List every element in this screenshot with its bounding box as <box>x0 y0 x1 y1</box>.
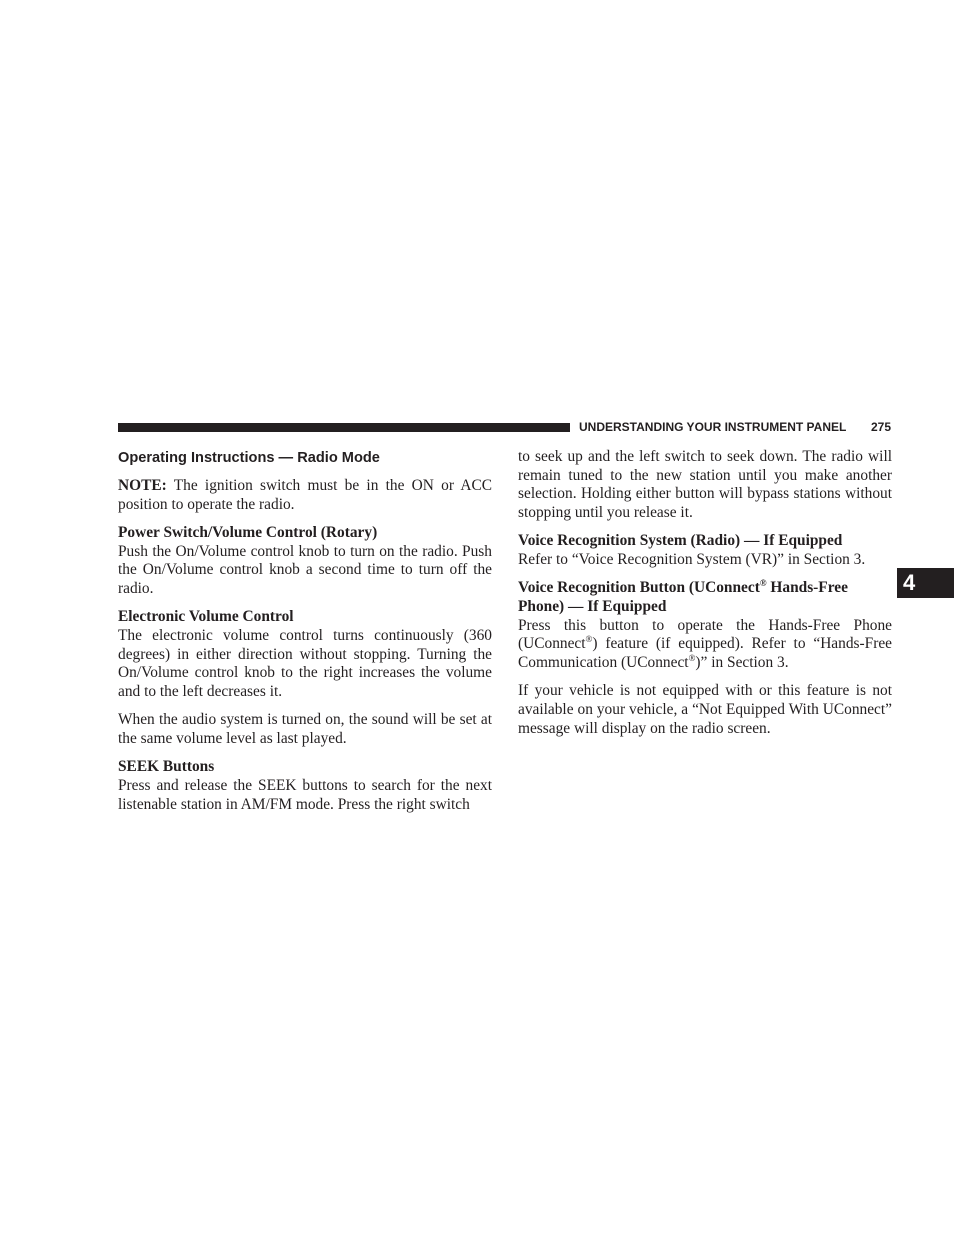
page-number: 275 <box>870 420 891 434</box>
power-paragraph <box>118 524 492 599</box>
vr-button-text-b: ) feature (if equipped). Refer to “Hands-Free Communication (UConnect <box>518 635 892 672</box>
audio-paragraph: When the audio system is turned on, the sound will be set at the same volume level as last played. <box>118 711 492 747</box>
left-column <box>118 448 492 824</box>
vr-button-paragraph <box>518 579 892 673</box>
chapter-number: 4 <box>903 570 916 595</box>
vr-button-heading <box>518 579 892 616</box>
note-paragraph <box>118 477 492 514</box>
vr-button-text-a: Press this button to operate the Hands-Free Phone (UConnect <box>518 616 892 653</box>
seek-continued-paragraph: to seek up and the left switch to seek down. The radio will remain tuned to the new station until you make another selection. Holding either button will bypass stations without stopping until you release it. <box>518 448 892 522</box>
vr-button-heading-b: Hands-Free Phone) — If Equipped <box>518 579 848 615</box>
seek-text: Press and release the SEEK buttons to search for the next listenable station in AM/FM mode. Press the right switch <box>118 776 492 813</box>
power-text: Push the On/Volume control knob to turn on the radio. Push the On/Volume control knob a second time to turn off the radio. <box>118 542 492 598</box>
seek-heading: SEEK Buttons <box>118 758 215 776</box>
vr-heading: Voice Recognition System (Radio) — If Equipped <box>518 532 843 550</box>
vr-button-text-c: )” in Section 3. <box>695 654 789 672</box>
vr-text: Refer to “Voice Recognition System (VR)” in Section 3. <box>518 551 866 569</box>
running-title: UNDERSTANDING YOUR INSTRUMENT PANEL <box>579 420 847 434</box>
volume-text: The electronic volume control turns continuously (360 degrees) in either direction without stopping. Turning the On/Volume control knob to the right increases the volume and to the left decreases it. <box>118 626 492 701</box>
chapter-tab <box>897 568 954 598</box>
right-column <box>518 448 892 748</box>
volume-paragraph <box>118 608 492 702</box>
registered-mark: ® <box>585 634 593 645</box>
note-text: The ignition switch must be in the ON or ACC position to operate the radio. <box>118 477 492 513</box>
registered-mark: ® <box>688 653 696 664</box>
header-rule <box>118 423 570 432</box>
note-label: NOTE: <box>118 477 167 494</box>
not-equipped-paragraph: If your vehicle is not equipped with or this feature is not available on your vehicle, a “Not Equipped With UConnect” message will display on the radio screen. <box>518 682 892 737</box>
volume-heading: Electronic Volume Control <box>118 608 294 626</box>
seek-paragraph <box>118 758 492 814</box>
vr-button-heading-a: Voice Recognition Button (UConnect <box>518 579 760 597</box>
power-heading: Power Switch/Volume Control (Rotary) <box>118 523 378 541</box>
section-title: Operating Instructions — Radio Mode <box>118 450 380 466</box>
running-header <box>579 420 891 434</box>
registered-mark: ® <box>759 578 767 589</box>
vr-paragraph <box>518 532 892 569</box>
